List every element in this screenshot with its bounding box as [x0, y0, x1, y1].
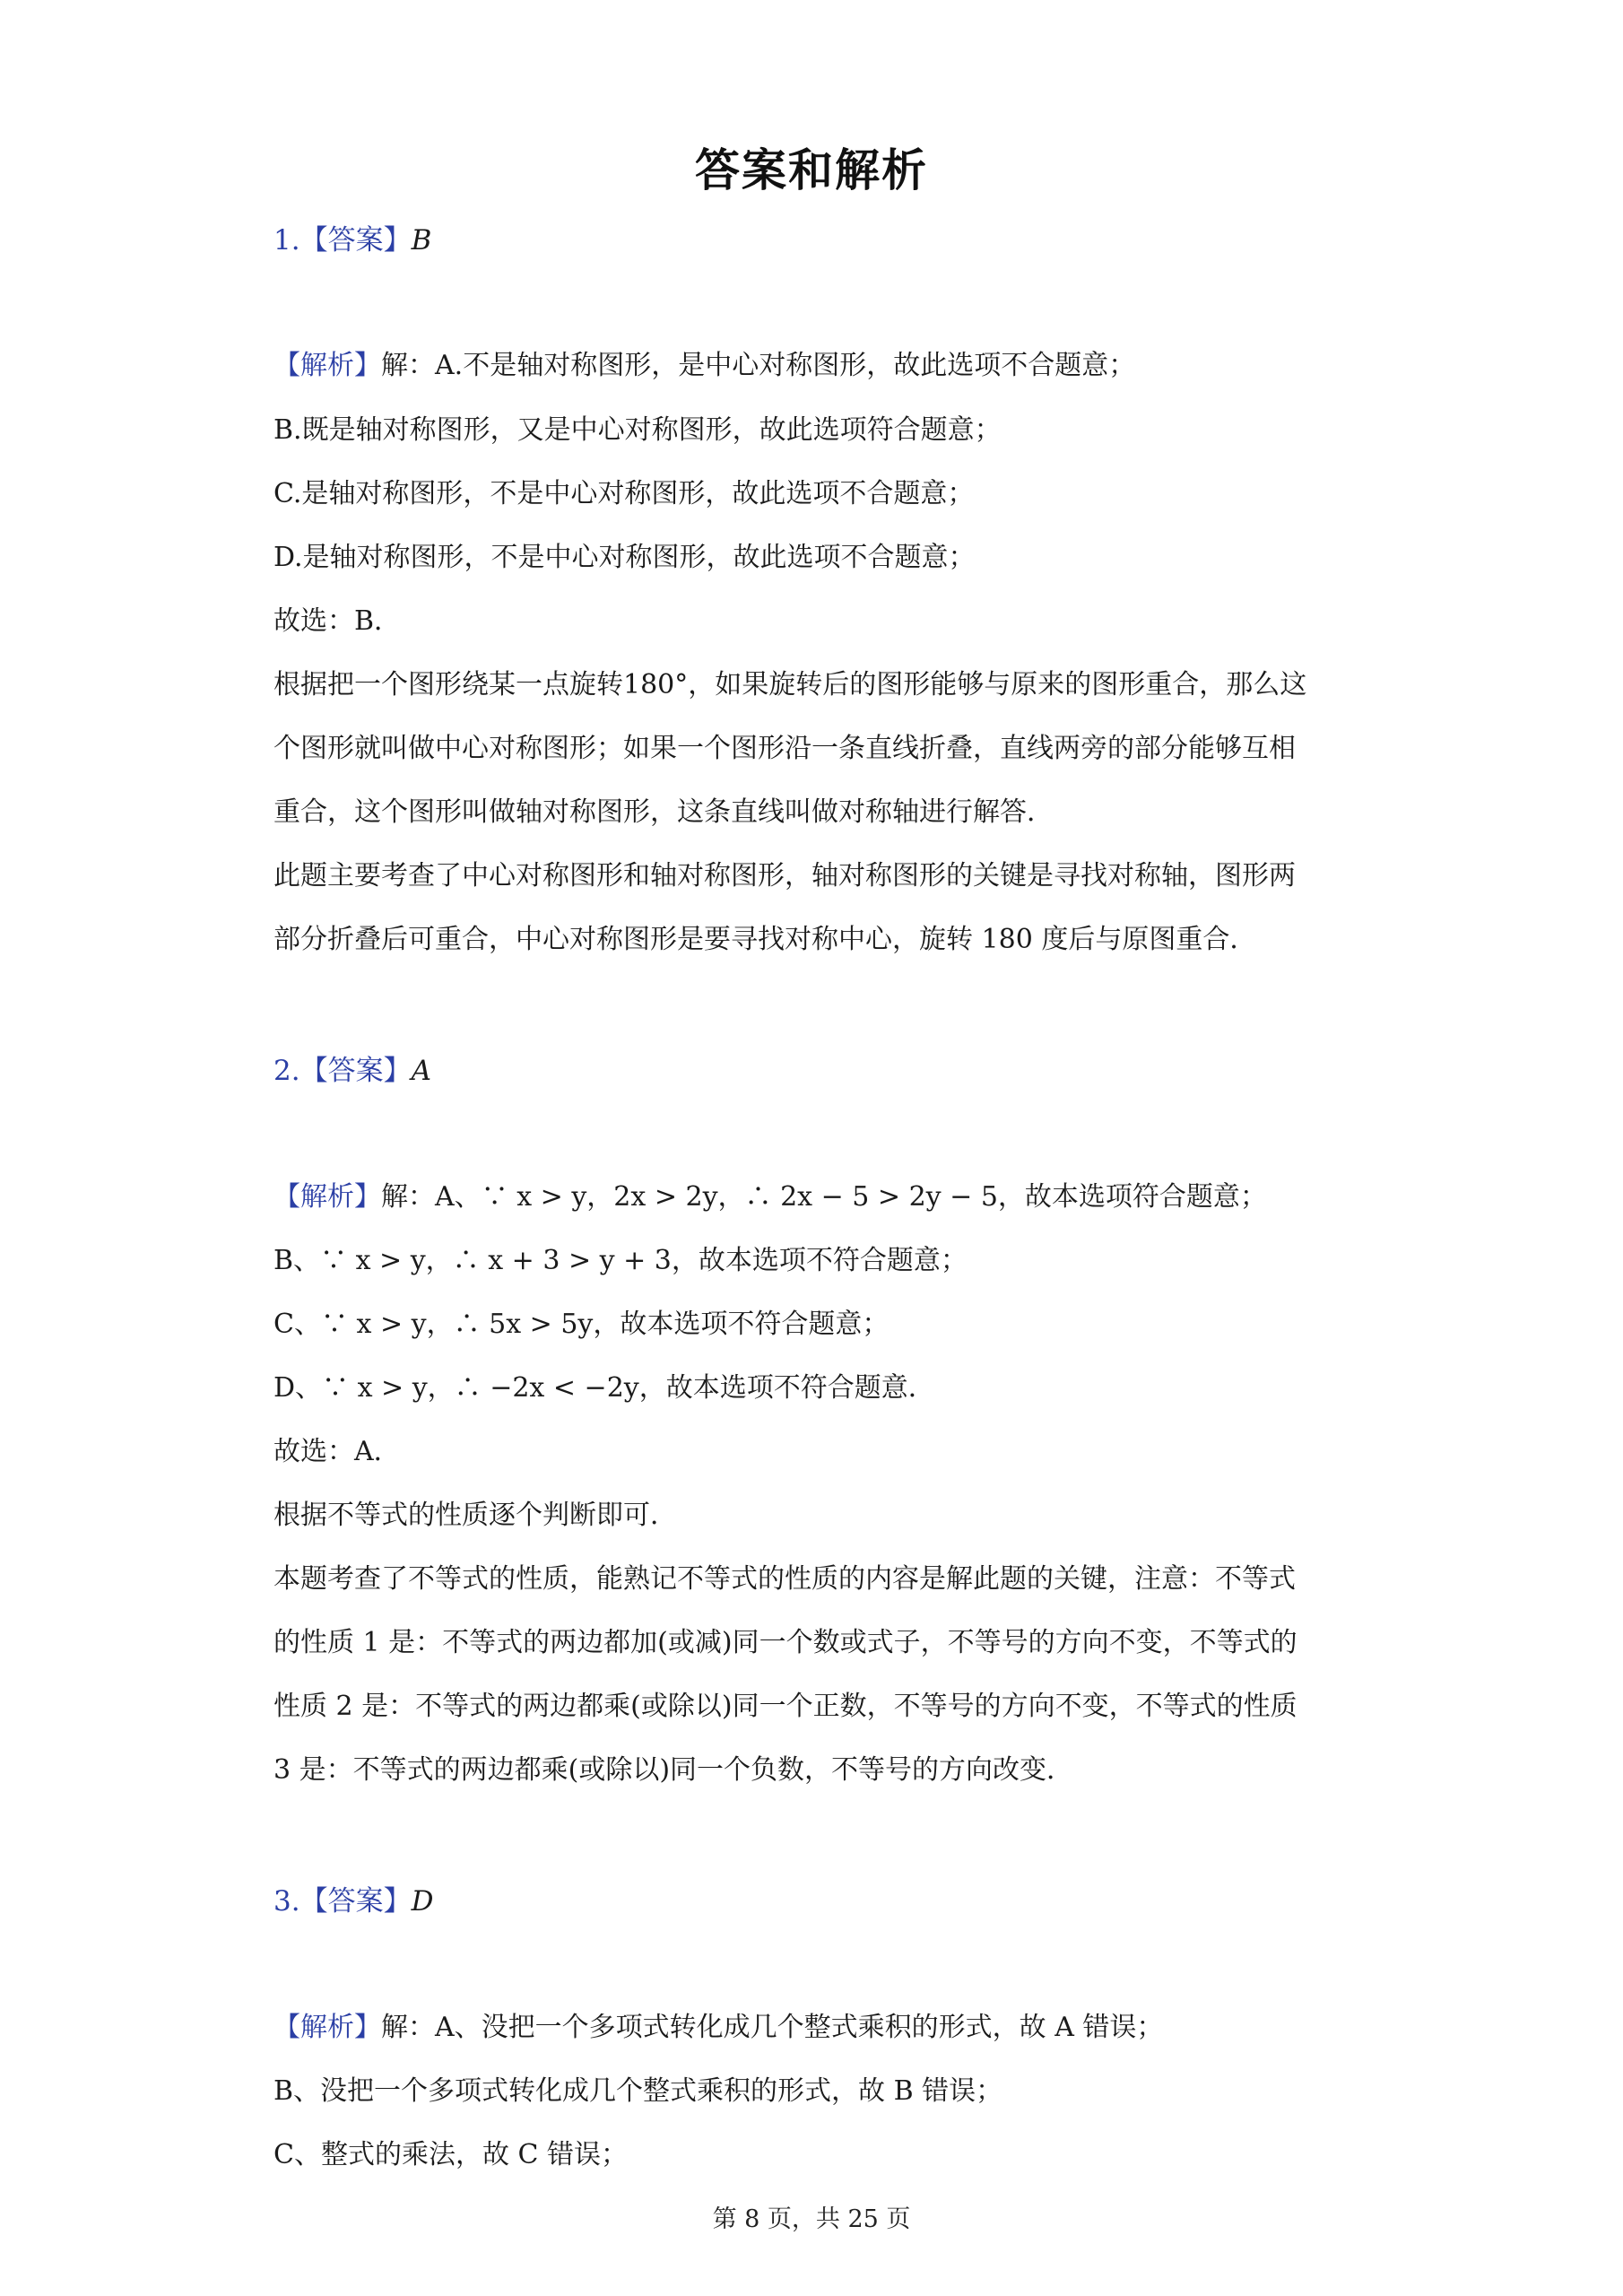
q2-analysis-line-3: C、∵ x > y，∴ 5x > 5y，故本选项不符合题意； — [273, 1309, 890, 1340]
q1-answer: B — [411, 224, 432, 257]
q1-analysis-line-7: 个图形就叫做中心对称图形；如果一个图形沿一条直线折叠，直线两旁的部分能够互相 — [273, 733, 1296, 764]
q2-answer-line — [273, 1055, 1358, 1087]
q1-analysis-line-1 — [273, 350, 1358, 382]
q2-analysis-text: 解：A、∵ x > y，2x > 2y，∴ 2x − 5 > 2y − 5，故本选项符合题意； — [381, 1181, 1267, 1213]
q2-analysis-line-7: 本题考查了不等式的性质，能熟记不等式的性质的内容是解此题的关键，注意：不等式 — [273, 1563, 1296, 1595]
q3-analysis-line-2: B、没把一个多项式转化成几个整式乘积的形式，故 B 错误； — [273, 2075, 1003, 2107]
q1-analysis-line-10: 部分折叠后可重合，中心对称图形是要寻找对称中心，旋转 180 度后与原图重合． — [273, 924, 1257, 955]
q3-analysis-line-3: C、整式的乘法，故 C 错误； — [273, 2139, 628, 2170]
q1-analysis-line-4: D.是轴对称图形，不是中心对称图形，故此选项不合题意； — [273, 542, 976, 573]
q2-analysis-line-2: B、∵ x > y，∴ x + 3 > y + 3，故本选项不符合题意； — [273, 1245, 968, 1276]
q1-analysis-line-5: 故选：B． — [273, 605, 402, 637]
q2-analysis-tag: 【解析】 — [273, 1181, 381, 1213]
page-title: 答案和解析 — [695, 144, 928, 196]
q1-analysis-tag: 【解析】 — [273, 350, 381, 381]
q3-analysis-line-1 — [273, 2012, 1358, 2044]
q1-analysis-line-8: 重合，这个图形叫做轴对称图形，这条直线叫做对称轴进行解答． — [273, 796, 1054, 828]
q1-analysis-line-2: B.既是轴对称图形，又是中心对称图形，故此选项符合题意； — [273, 414, 1002, 446]
q2-analysis-line-10: 3 是：不等式的两边都乘(或除以)同一个负数，不等号的方向改变． — [273, 1754, 1074, 1786]
q1-analysis-line-3: C.是轴对称图形，不是中心对称图形，故此选项不合题意； — [273, 478, 975, 509]
q3-analysis-tag: 【解析】 — [273, 2012, 381, 2043]
q3-answer-line — [273, 1885, 1358, 1918]
q1-answer-line — [273, 224, 1358, 257]
q2-answer: A — [411, 1055, 431, 1087]
q2-analysis-line-9: 性质 2 是：不等式的两边都乘(或除以)同一个正数，不等号的方向不变，不等式的性质 — [273, 1691, 1298, 1722]
q1-analysis-text: 解：A.不是轴对称图形，是中心对称图形，故此选项不合题意； — [381, 350, 1136, 381]
page-footer: 第 8 页，共 25 页 — [712, 2205, 911, 2233]
q2-analysis-line-5: 故选：A． — [273, 1436, 401, 1467]
q1-number: 1. — [273, 224, 300, 257]
q3-number: 3. — [273, 1885, 300, 1918]
q2-number: 2. — [273, 1055, 300, 1087]
q2-analysis-line-1 — [273, 1181, 1358, 1213]
q3-answer-tag: 【答案】 — [299, 1885, 412, 1918]
q3-answer: D — [411, 1885, 434, 1918]
q1-analysis-line-6: 根据把一个图形绕某一点旋转180°，如果旋转后的图形能够与原来的图形重合，那么这 — [273, 669, 1307, 700]
q1-analysis-line-9: 此题主要考查了中心对称图形和轴对称图形，轴对称图形的关键是寻找对称轴，图形两 — [273, 860, 1296, 891]
q1-answer-tag: 【答案】 — [299, 224, 412, 257]
q2-analysis-line-4: D、∵ x > y，∴ −2x < −2y，故本选项不符合题意． — [273, 1372, 935, 1404]
q2-answer-tag: 【答案】 — [299, 1055, 412, 1087]
q3-analysis-text: 解：A、没把一个多项式转化成几个整式乘积的形式，故 A 错误； — [381, 2012, 1164, 2043]
q2-analysis-line-8: 的性质 1 是：不等式的两边都加(或减)同一个数或式子，不等号的方向不变，不等式的 — [273, 1627, 1298, 1658]
q2-analysis-line-6: 根据不等式的性质逐个判断即可． — [273, 1500, 677, 1531]
